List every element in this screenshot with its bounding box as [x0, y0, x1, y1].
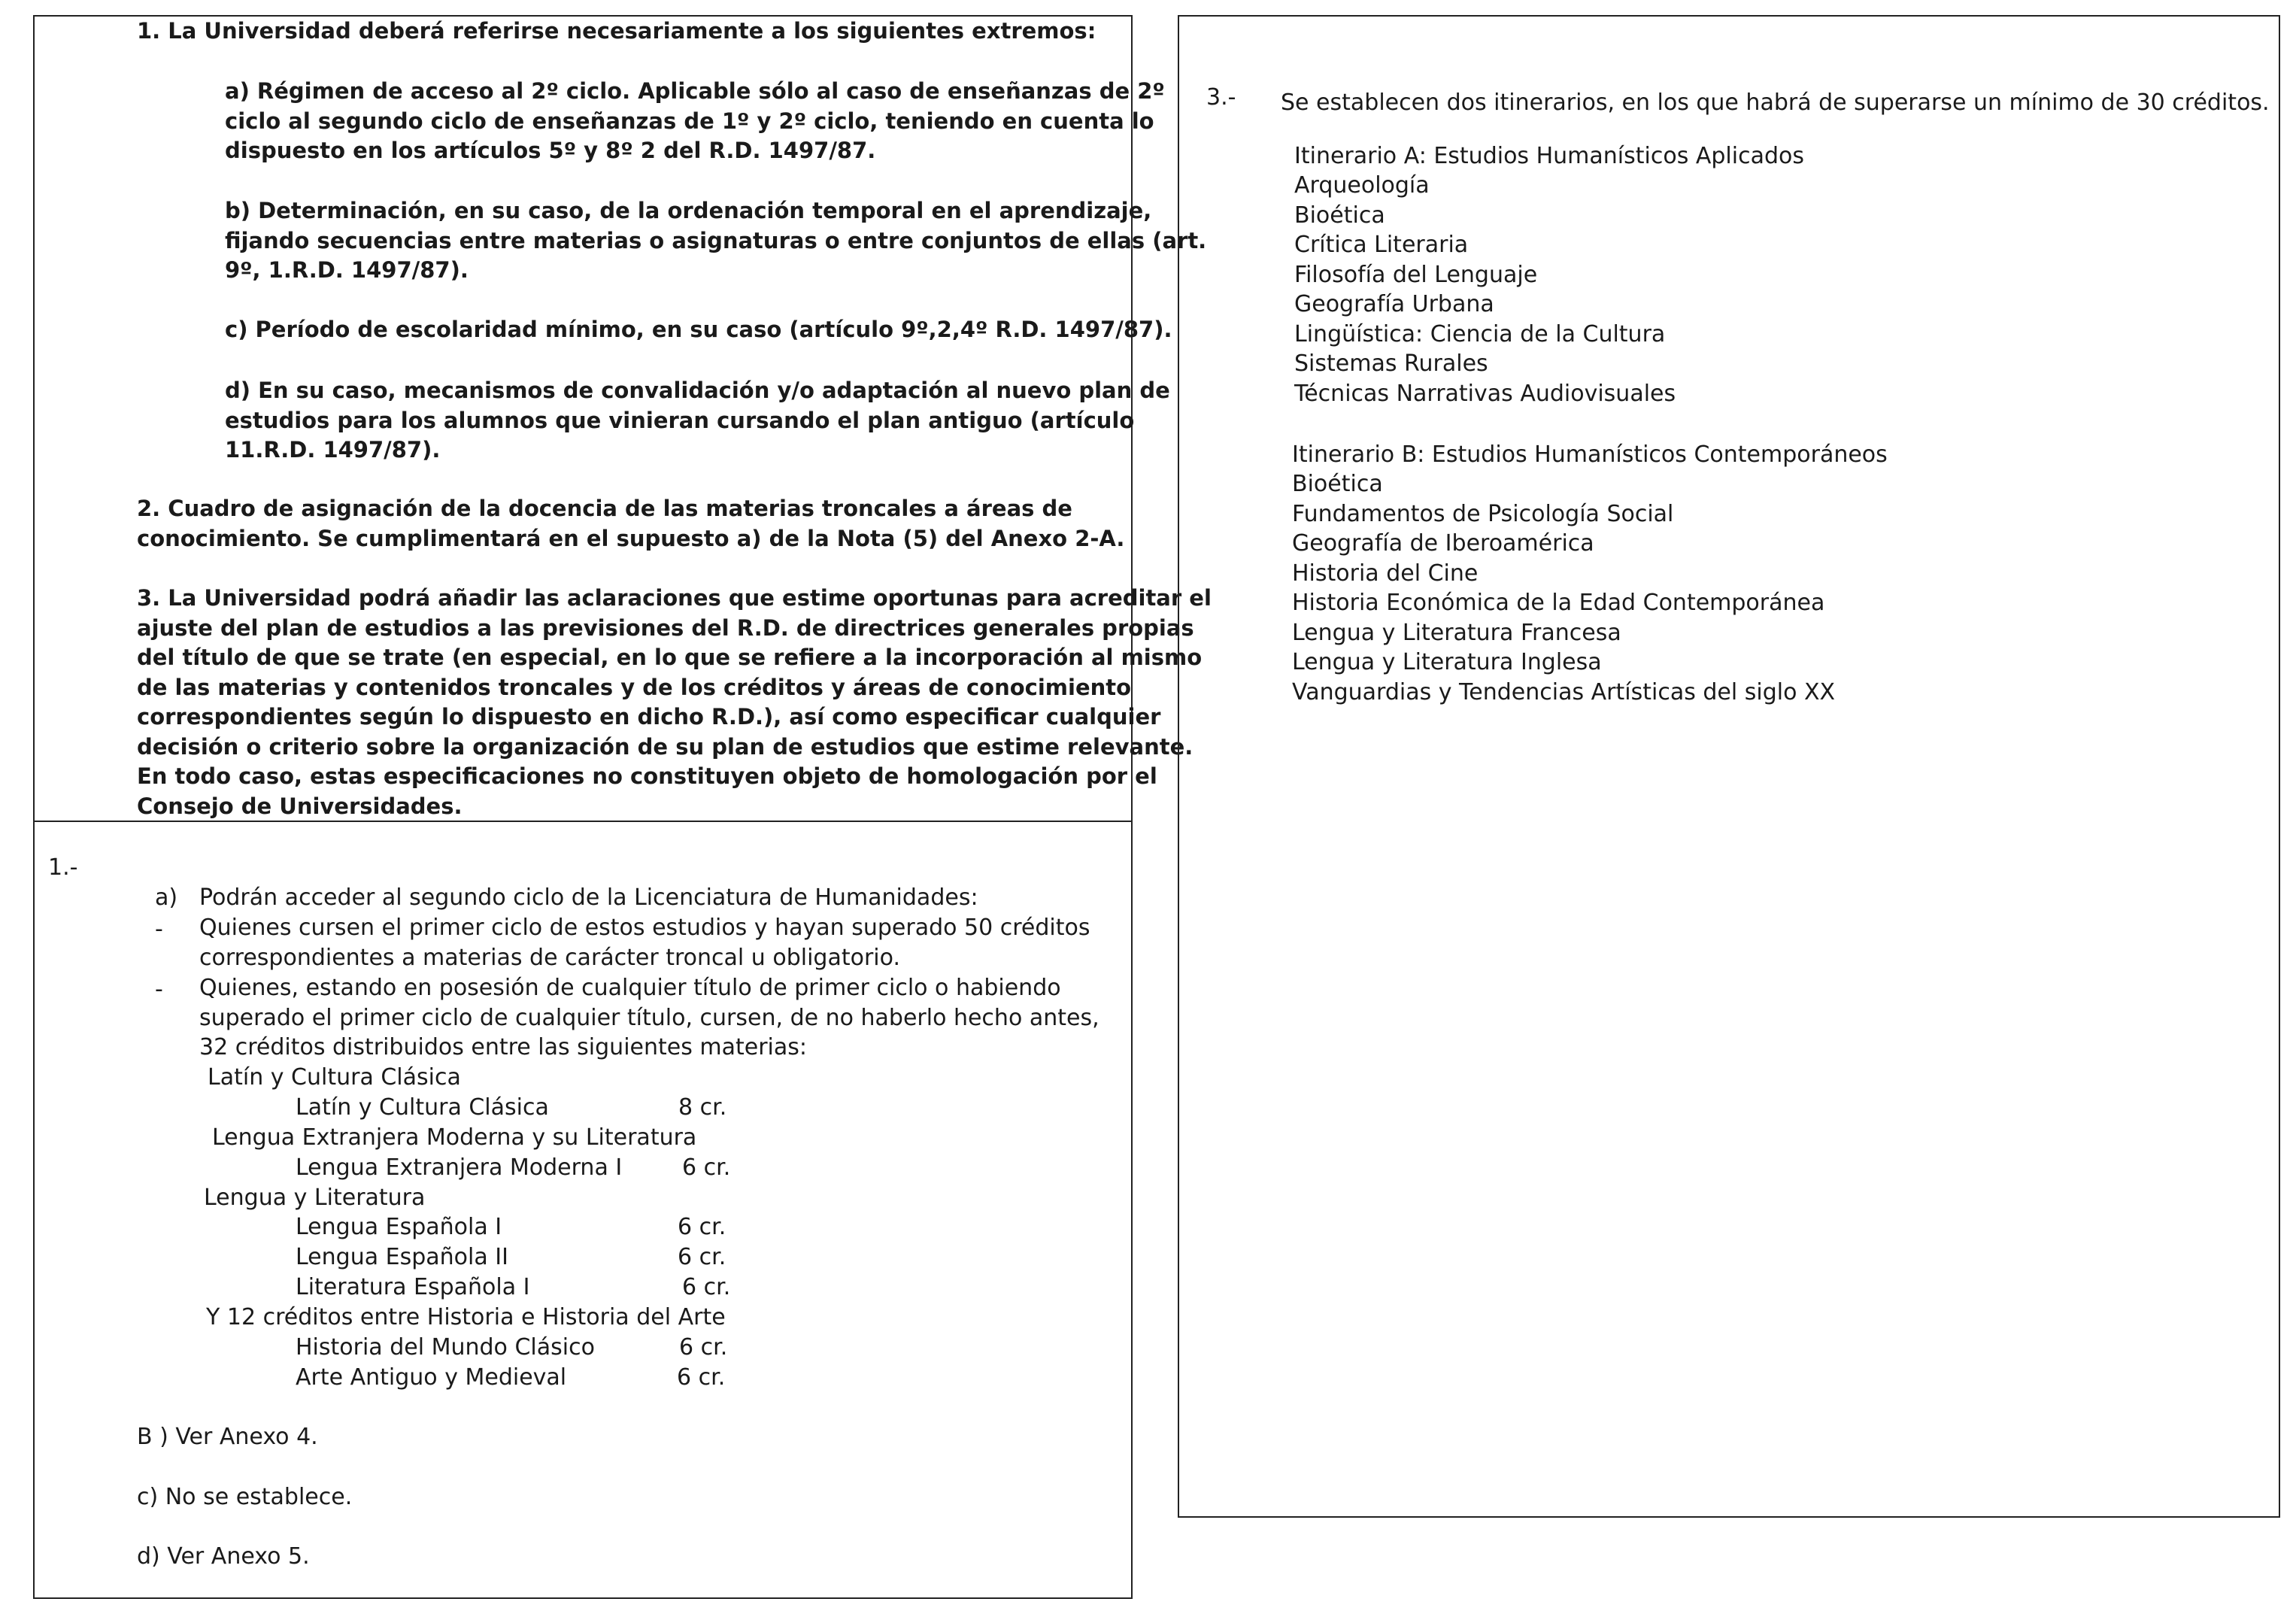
note-item2: 2. Cuadro de asignación de la docencia de las materias troncales a áreas de conocimiento. Se cumplimentará en el supuesto a) de la Nota (5) del Anexo 2-A. — [137, 496, 1125, 551]
list-item: Fundamentos de Psicología Social — [1292, 500, 1674, 527]
credits-lengua-extranjera: 6 cr. — [682, 1154, 731, 1181]
bullet-dash-1: - — [155, 916, 163, 942]
list-item: Arqueología — [1294, 172, 1430, 199]
answer1-bullet1: Quienes cursen el primer ciclo de estos estudios y hayan superado 50 créditos correspondientes a materias de carácter troncal u obligatorio. — [199, 915, 1090, 971]
list-item: Vanguardias y Tendencias Artísticas del siglo XX — [1292, 678, 1836, 705]
subject-latin: Latín y Cultura Clásica — [296, 1094, 549, 1121]
answer1-number: 1.- — [48, 854, 78, 881]
bullet-dash-2: - — [155, 976, 163, 1003]
list-item: Lengua y Literatura Inglesa — [1292, 649, 1602, 675]
note-item3: 3. La Universidad podrá añadir las aclaraciones que estime oportunas para acreditar el ajuste del plan de estudios a las previsiones del R.D. de directrices generales propias del título de que se trate (en especial, en lo que se refiere a la incorporación al mismo de las materias y contenidos troncales y de los créditos y áreas de conocimiento correspondientes según lo dispuesto en dicho R.D.), así como especificar cualquier decisión o criterio sobre la organización de su plan de estudios que estime relevante. En todo caso, estas especificaciones no constituyen objeto de homologación por el Consejo de Universidades. — [137, 585, 1212, 819]
itinerary-b-list — [1292, 469, 1835, 707]
credits-arte-antiguo: 6 cr. — [677, 1364, 726, 1391]
note-item1-a: a) Régimen de acceso al 2º ciclo. Aplicable sólo al caso de enseñanzas de 2º ciclo al segundo ciclo de enseñanzas de 1º y 2º ciclo, teniendo en cuenta lo dispuesto en los artículos 5º y 8º 2 del R.D. 1497/87. — [225, 78, 1165, 163]
note-item1-d: d) En su caso, mecanismos de convalidación y/o adaptación al nuevo plan de estudios para los alumnos que vinieran cursando el plan antiguo (artículo 11.R.D. 1497/87). — [225, 378, 1170, 463]
answer3-number: 3.- — [1206, 84, 1236, 111]
subject-lengua-espanola-2: Lengua Española II — [296, 1244, 508, 1270]
group-title-lengua-extranjera: Lengua Extranjera Moderna y su Literatura — [212, 1124, 697, 1151]
answer1-b: B ) Ver Anexo 4. — [137, 1424, 318, 1450]
subject-lengua-extranjera: Lengua Extranjera Moderna I — [296, 1154, 623, 1181]
list-item: Lengua y Literatura Francesa — [1292, 619, 1621, 646]
credits-lengua-espanola-2: 6 cr. — [678, 1244, 726, 1270]
list-item: Lingüística: Ciencia de la Cultura — [1294, 320, 1666, 347]
group-title-historia: Y 12 créditos entre Historia e Historia del Arte — [206, 1304, 726, 1330]
answer3-intro: Se establecen dos itinerarios, en los que habrá de superarse un mínimo de 30 créditos. — [1281, 89, 2270, 116]
list-item: Geografía de Iberoamérica — [1292, 530, 1594, 557]
subject-arte-antiguo: Arte Antiguo y Medieval — [296, 1364, 567, 1391]
subject-historia-mundo-clasico: Historia del Mundo Clásico — [296, 1334, 595, 1361]
note-item1-heading: 1. La Universidad deberá referirse necesariamente a los siguientes extremos: — [137, 18, 1096, 44]
credits-lengua-espanola-1: 6 cr. — [678, 1214, 726, 1240]
list-item: Geografía Urbana — [1294, 291, 1494, 317]
note-item1-c: c) Período de escolaridad mínimo, en su caso (artículo 9º,2,4º R.D. 1497/87). — [225, 317, 1172, 342]
answer1-a-label: a) — [155, 884, 178, 911]
credits-historia-mundo-clasico: 6 cr. — [679, 1334, 728, 1361]
itinerary-a-list — [1294, 171, 1676, 408]
answer1-c: c) No se establece. — [137, 1484, 353, 1510]
list-item: Técnicas Narrativas Audiovisuales — [1294, 380, 1676, 407]
credits-literatura-espanola: 6 cr. — [682, 1274, 731, 1300]
list-item: Historia del Cine — [1292, 560, 1479, 587]
itinerary-a-title: Itinerario A: Estudios Humanísticos Aplicados — [1294, 143, 1805, 169]
answer1-d: d) Ver Anexo 5. — [137, 1543, 310, 1570]
group-title-lengua-literatura: Lengua y Literatura — [204, 1185, 426, 1211]
answer1-a-text: Podrán acceder al segundo ciclo de la Licenciatura de Humanidades: — [199, 884, 978, 911]
subject-literatura-espanola: Literatura Española I — [296, 1274, 530, 1300]
itinerary-b-title: Itinerario B: Estudios Humanísticos Contemporáneos — [1292, 441, 1888, 468]
list-item: Filosofía del Lenguaje — [1294, 261, 1538, 288]
list-item: Historia Económica de la Edad Contemporánea — [1292, 590, 1825, 616]
subject-lengua-espanola-1: Lengua Española I — [296, 1214, 502, 1240]
answer1-bullet2: Quienes, estando en posesión de cualquier título de primer ciclo o habiendo superado el primer ciclo de cualquier título, cursen, de no haberlo hecho antes, 32 créditos distribuidos entre las siguientes materias: — [199, 975, 1099, 1060]
list-item: Bioética — [1292, 471, 1383, 497]
group-title-latin: Latín y Cultura Clásica — [208, 1064, 461, 1091]
note-item1-b: b) Determinación, en su caso, de la ordenación temporal en el aprendizaje, fijando secuencias entre materias o asignaturas o entre conjuntos de ellas (art. 9º, 1.R.D. 1497/87). — [225, 198, 1207, 283]
list-item: Bioética — [1294, 202, 1385, 229]
credits-latin: 8 cr. — [678, 1094, 727, 1121]
list-item: Crítica Literaria — [1294, 232, 1469, 258]
list-item: Sistemas Rurales — [1294, 350, 1488, 377]
